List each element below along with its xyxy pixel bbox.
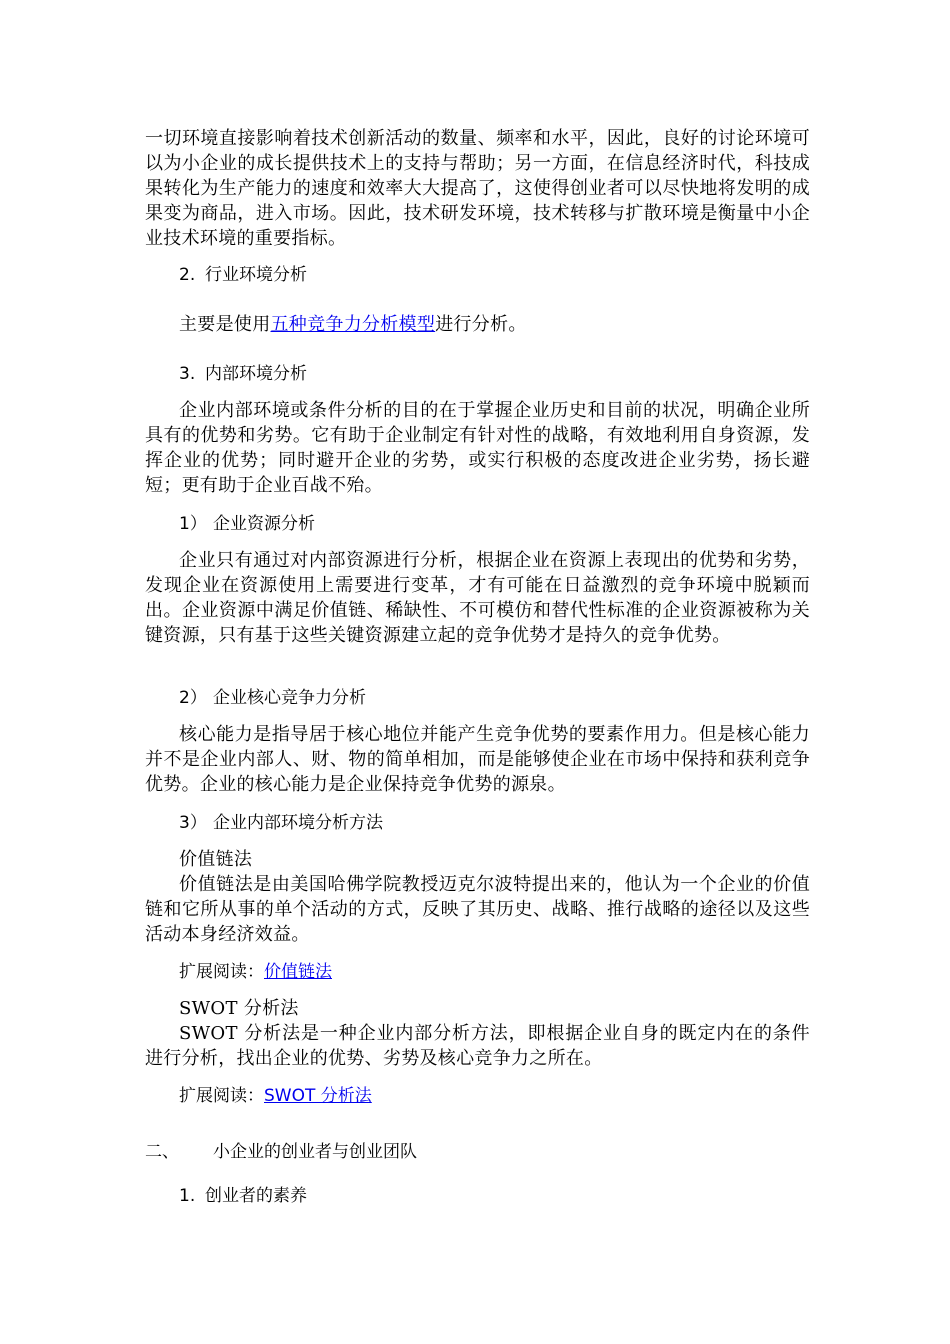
heading-number: 1. (179, 1186, 196, 1206)
heading-resource-analysis (179, 512, 315, 537)
heading-number: 二、 (145, 1142, 179, 1162)
heading-entrepreneur-quality (179, 1184, 307, 1209)
heading-number: 3. (179, 364, 196, 384)
heading-text: 内部环境分析 (205, 364, 307, 384)
value-chain-title: 价值链法 (179, 849, 253, 870)
paragraph-resource: 企业只有通过对内部资源进行分析，根据企业在资源上表现出的优势和劣势，发现企业在资源使用上需要进行变革，才有可能在日益激烈的竞争环境中脱颖而出。企业资源中满足价值链、稀缺性、不可模仿和替代性标准的企业资源被称为关键资源，只有基于这些关键资源建立起的竞争优势才是持久的竞争优势。 (145, 550, 810, 646)
heading-text: 企业核心竞争力分析 (213, 688, 366, 708)
industry-suffix: 进行分析。 (435, 314, 527, 335)
heading-text: 企业内部环境分析方法 (213, 813, 383, 833)
swot-title: SWOT 分析法 (179, 998, 299, 1019)
heading-text: 创业者的素养 (205, 1186, 307, 1206)
paragraph-core: 核心能力是指导居于核心地位并能产生竞争优势的要素作用力。但是核心能力并不是企业内部人、财、物的简单相加，而是能够使企业在市场中保持和获利竞争优势。企业的核心能力是企业保持竞争优势的源泉。 (145, 724, 810, 795)
industry-prefix: 主要是使用 (179, 314, 271, 335)
paragraph-industry (179, 312, 527, 337)
paragraph-internal: 企业内部环境或条件分析的目的在于掌握企业历史和目前的状况，明确企业所具有的优势和劣势。它有助于企业制定有针对性的战略，有效地利用自身资源，发挥企业的优势；同时避开企业的劣势，或实行积极的态度改进企业劣势，扬长避短；更有助于企业百战不殆。 (145, 400, 810, 496)
five-forces-link[interactable]: 五种竞争力分析模型 (270, 314, 436, 335)
heading-industry-analysis (179, 263, 307, 288)
heading-text: 小企业的创业者与创业团队 (213, 1142, 417, 1162)
extended-reading-value-chain (179, 960, 332, 985)
paragraph-value-chain: 价值链法是由美国哈佛学院教授迈克尔波特提出来的，他认为一个企业的价值链和它所从事的单个活动的方式，反映了其历史、战略、推行战略的途径以及这些活动本身经济效益。 (145, 874, 810, 945)
extended-reading-swot (179, 1084, 372, 1109)
heading-core-competence (179, 686, 366, 711)
extended-reading-label: 扩展阅读： (179, 962, 264, 982)
heading-number: 2. (179, 265, 196, 285)
extended-reading-label: 扩展阅读： (179, 1086, 264, 1106)
heading-text: 行业环境分析 (205, 265, 307, 285)
heading-analysis-methods (179, 811, 383, 836)
heading-section-two (145, 1140, 417, 1165)
heading-internal-analysis (179, 362, 307, 387)
heading-number: 2） (179, 688, 207, 708)
swot-link[interactable]: SWOT 分析法 (264, 1086, 372, 1106)
value-chain-link[interactable]: 价值链法 (264, 962, 332, 982)
heading-number: 3） (179, 813, 207, 833)
paragraph-swot: SWOT 分析法是一种企业内部分析方法，即根据企业自身的既定内在的条件进行分析，找出企业的优势、劣势及核心竞争力之所在。 (145, 1023, 810, 1069)
heading-text: 企业资源分析 (213, 514, 315, 534)
heading-number: 1） (179, 514, 207, 534)
paragraph-tech-environment: 一切环境直接影响着技术创新活动的数量、频率和水平，因此，良好的讨论环境可以为小企业的成长提供技术上的支持与帮助；另一方面，在信息经济时代，科技成果转化为生产能力的速度和效率大大提高了，这使得创业者可以尽快地将发明的成果变为商品，进入市场。因此，技术研发环境，技术转移与扩散环境是衡量中小企业技术环境的重要指标。 (145, 128, 810, 249)
